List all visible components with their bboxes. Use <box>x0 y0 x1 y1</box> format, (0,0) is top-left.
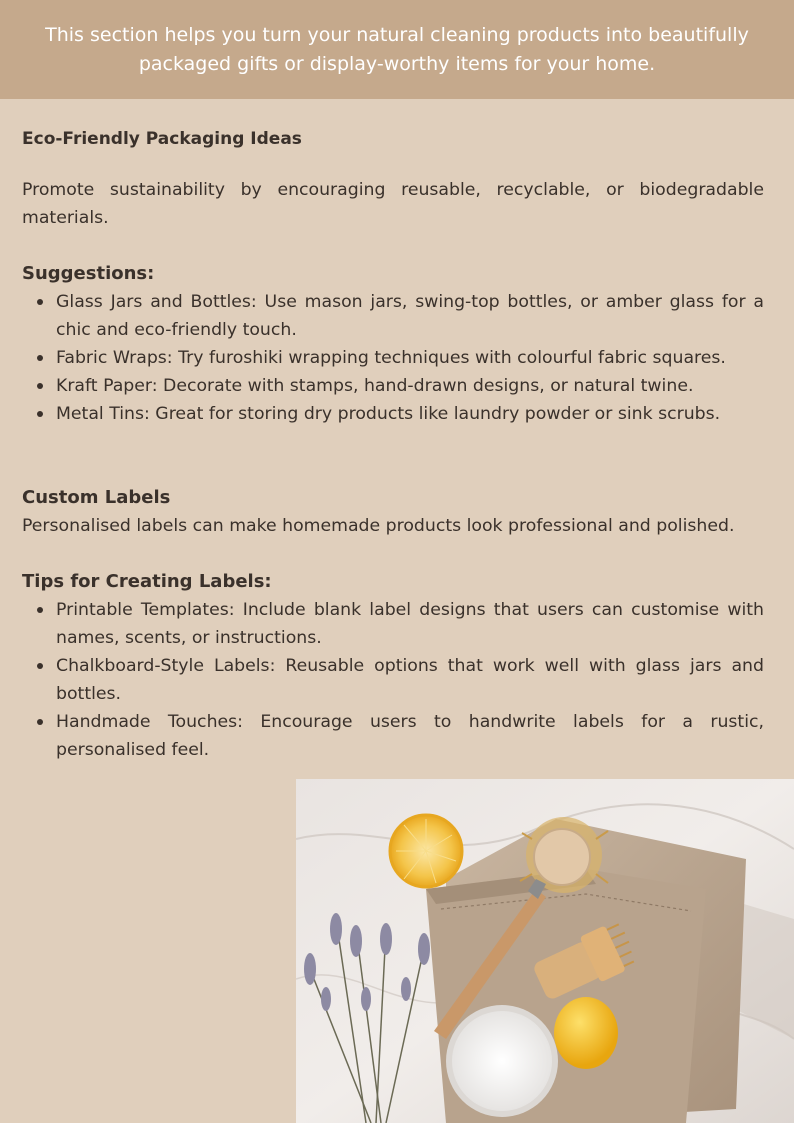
tips-heading: Tips for Creating Labels: <box>22 571 272 592</box>
cleaning-supplies-photo <box>296 779 794 1123</box>
labels-heading: Custom Labels <box>22 487 171 508</box>
labels-intro: Personalised labels can make homemade products look professional and polished. <box>22 516 735 536</box>
suggestions-list <box>22 288 764 428</box>
list-item: Handmade Touches: Encourage users to handwrite labels for a rustic, personalised feel. <box>56 708 764 764</box>
list-item: Glass Jars and Bottles: Use mason jars, swing-top bottles, or amber glass for a chic and eco-friendly touch. <box>56 288 764 344</box>
list-item: Fabric Wraps: Try furoshiki wrapping techniques with colourful fabric squares. <box>56 344 764 372</box>
main-content <box>22 123 764 764</box>
list-item: Chalkboard-Style Labels: Reusable options that work well with glass jars and bottles. <box>56 652 764 708</box>
suggestions-heading: Suggestions: <box>22 263 155 284</box>
intro-banner <box>0 0 794 99</box>
tips-list <box>22 596 764 764</box>
packaging-intro: Promote sustainability by encouraging reusable, recyclable, or biodegradable materials. <box>22 180 764 228</box>
list-item: Printable Templates: Include blank label designs that users can customise with names, scents, or instructions. <box>56 596 764 652</box>
intro-text: This section helps you turn your natural cleaning products into beautifully packaged gifts or display-worthy items for your home. <box>45 23 749 75</box>
packaging-heading: Eco-Friendly Packaging Ideas <box>22 129 302 149</box>
list-item: Metal Tins: Great for storing dry products like laundry powder or sink scrubs. <box>56 400 764 428</box>
list-item: Kraft Paper: Decorate with stamps, hand-drawn designs, or natural twine. <box>56 372 764 400</box>
